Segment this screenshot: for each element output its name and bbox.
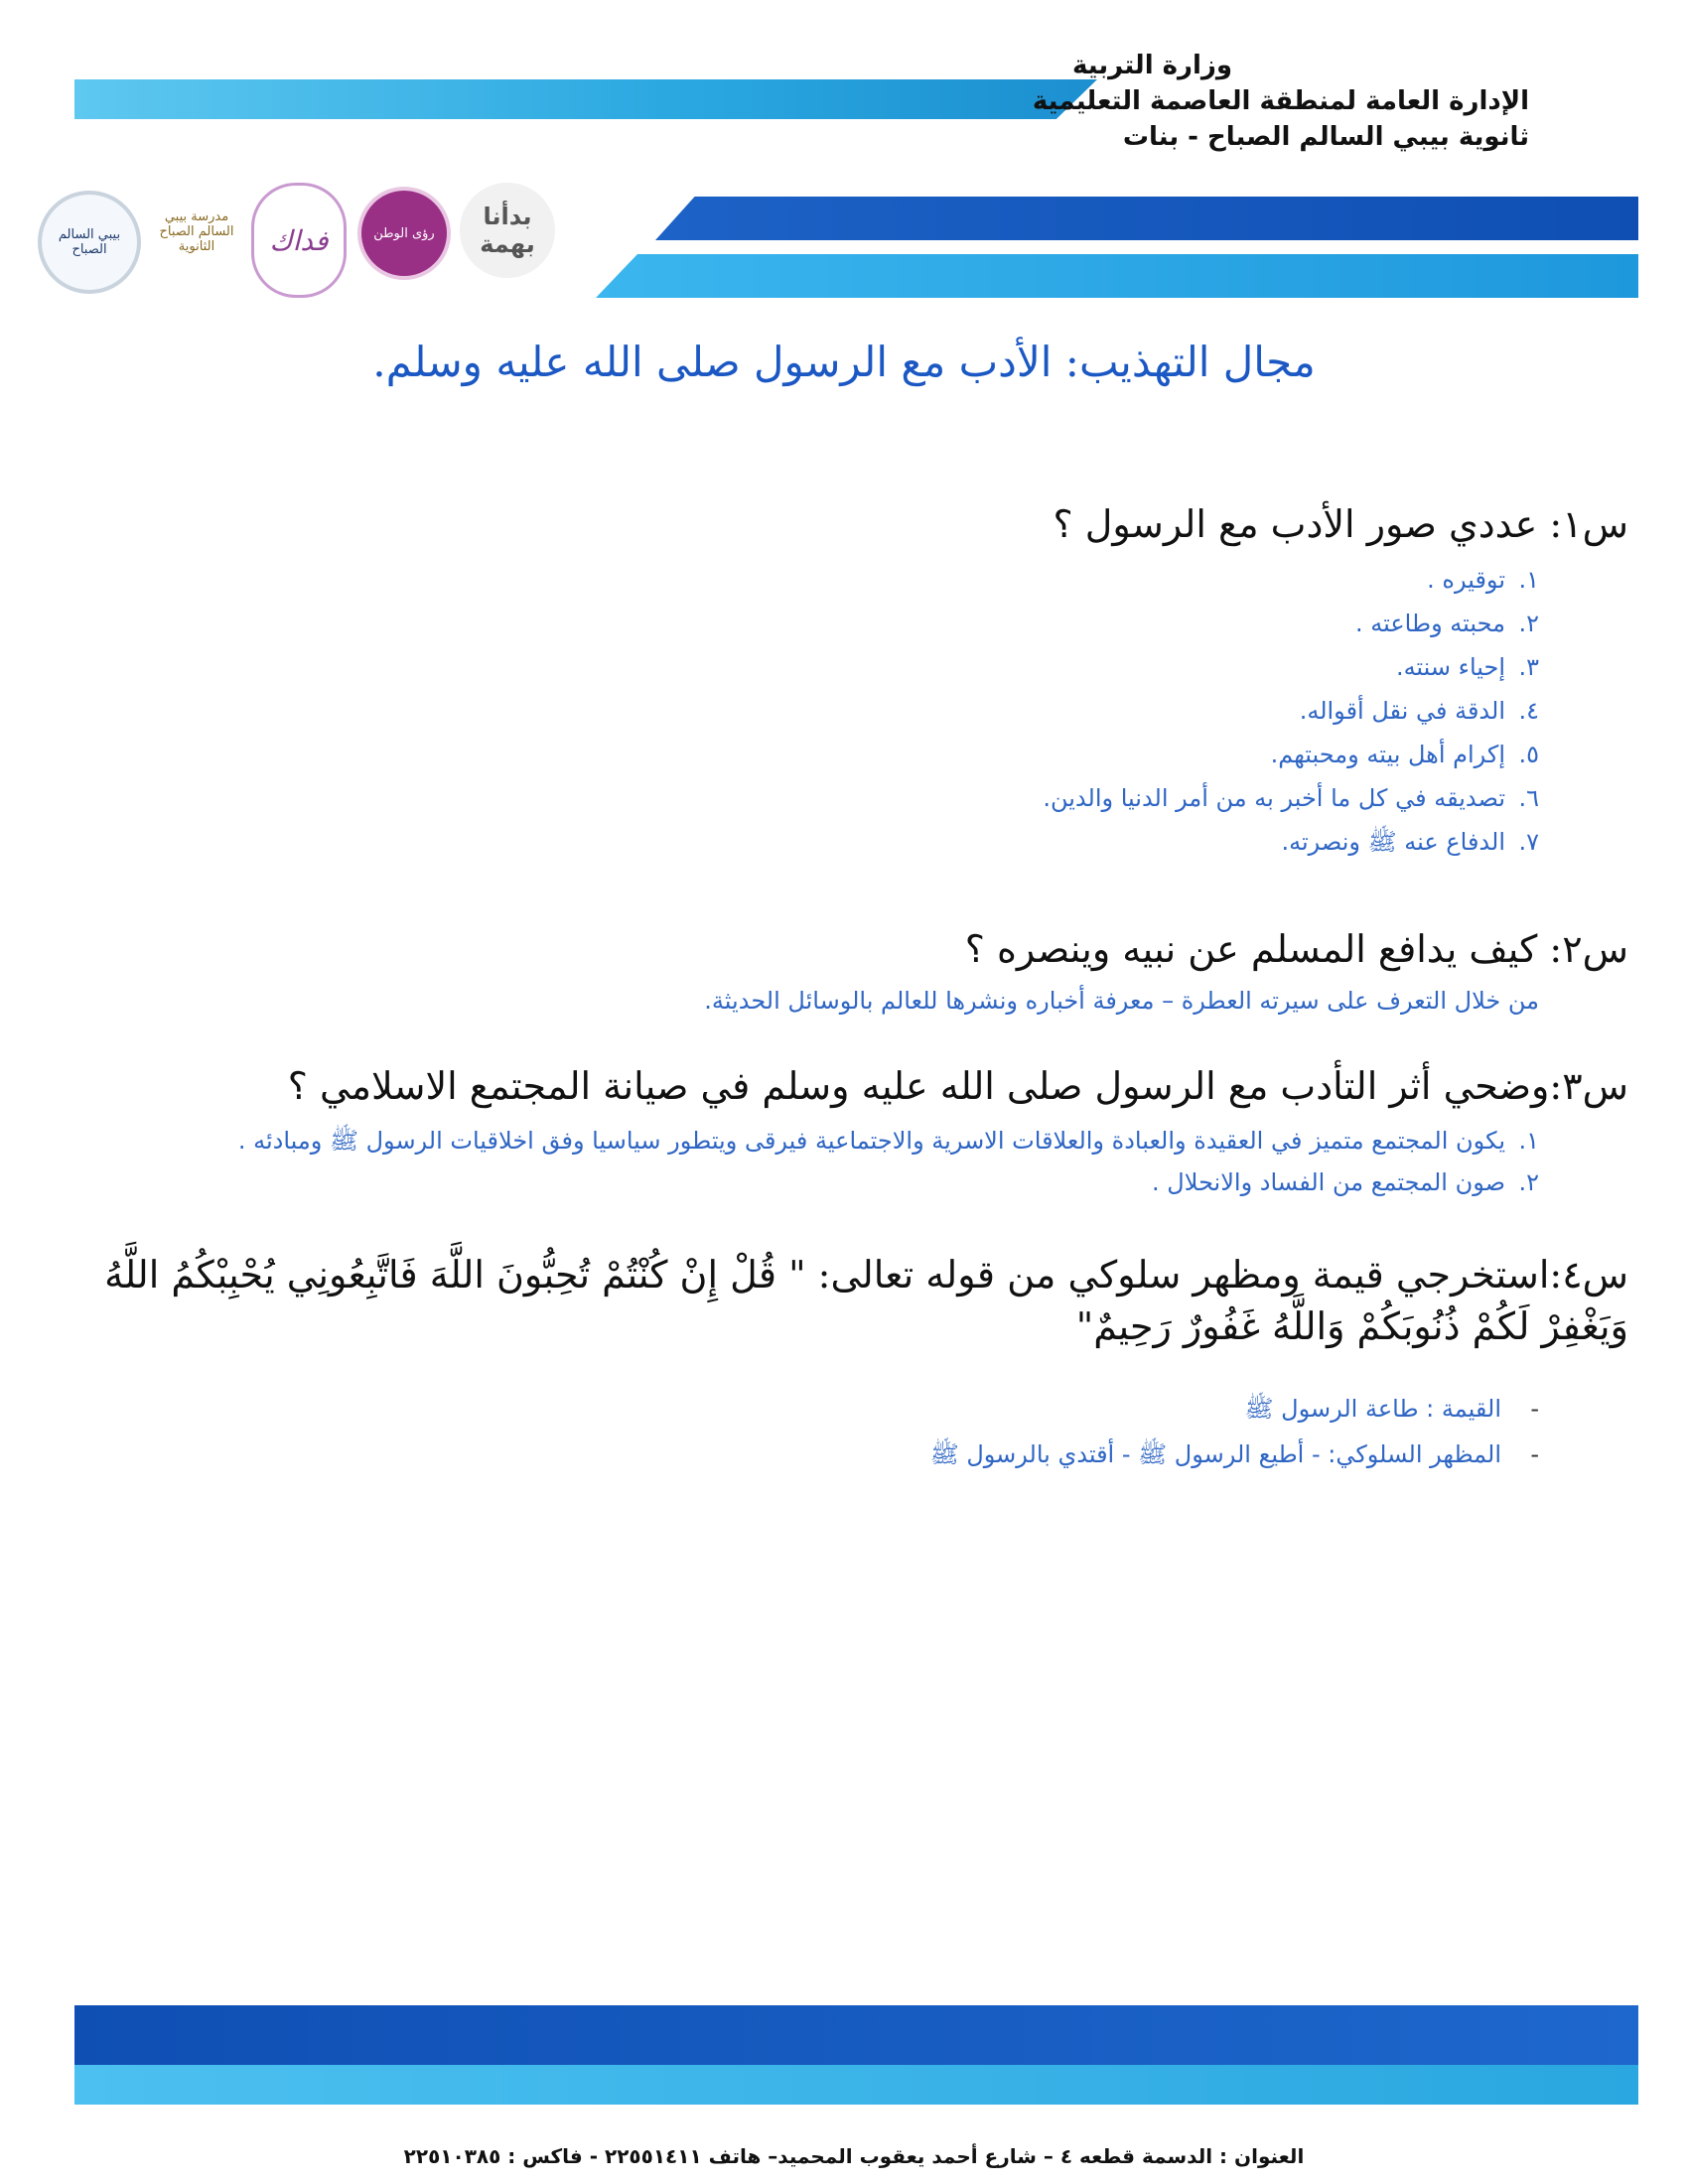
list-item: ١.يكون المجتمع متميز في العقيدة والعبادة والعلاقات الاسرية والاجتماعية فيرقى ويتطور سياسيا وفق اخلاقيات الرسول ﷺ ومبادئه . [237, 1127, 1539, 1155]
school-name: ثانوية بيبي السالم الصباح - بنات [1122, 122, 1529, 152]
directorate-name: الإدارة العامة لمنطقة العاصمة التعليمية [1032, 86, 1529, 116]
logos-row [38, 177, 574, 296]
answer-2: من خلال التعرف على سيرته العطرة – معرفة أخباره ونشرها للعالم بالوسائل الحديثة. [704, 987, 1539, 1015]
list-item: ٣.إحياء سنته. [1395, 653, 1539, 681]
question-1: س١: عددي صور الأدب مع الرسول ؟ [1053, 502, 1628, 546]
list-item: ٥.إكرام أهل بيته ومحبتهم. [1270, 741, 1539, 768]
list-item: ٢.صون المجتمع من الفساد والانحلال . [1152, 1168, 1539, 1196]
footer-band-dark [74, 2005, 1638, 2065]
faith-logo: مدرسة بيبي السالم الصباح الثانوية [152, 177, 241, 286]
header-band-light-2 [596, 254, 1638, 298]
page-title: مجال التهذيب: الأدب مع الرسول صلى الله عليه وسلم. [372, 338, 1316, 386]
footer-address: العنوان : الدسمة قطعه ٤ – شارع أحمد يعقوب المحميد– هاتف ٢٢٥٥١٤١١ - فاكس : ٢٢٥١٠٣٨٥ [403, 2144, 1305, 2168]
footer-band-light [74, 2065, 1638, 2105]
school-logo: بيبي السالم الصباح [38, 191, 141, 294]
ministry-name: وزارة التربية [1072, 51, 1233, 80]
answer-list-1 [60, 558, 1628, 864]
list-item: ٤.الدقة في نقل أقواله. [1299, 697, 1539, 725]
mission-logo: رؤى الوطن [357, 187, 451, 280]
ministry-header [914, 48, 1529, 155]
worksheet-content [60, 496, 1628, 1477]
question-3: س٣:وضحي أثر التأدب مع الرسول صلى الله عليه وسلم في صيانة المجتمع الاسلامي ؟ [287, 1064, 1628, 1108]
question-4: س٤:استخرجي قيمة ومظهر سلوكي من قوله تعالى: " قُلْ إِنْ كُنْتُمْ تُحِبُّونَ اللَّهَ فَاتَّبِعُونِي يُحْبِبْكُمُ اللَّهُ وَيَغْفِرْ لَكُمْ ذُنُوبَكُمْ وَاللَّهُ غَفُورٌ رَحِيمٌ" [104, 1253, 1628, 1348]
question-2: س٢: كيف يدافع المسلم عن نبيه وينصره ؟ [964, 927, 1628, 971]
fidak-logo: فداك [251, 183, 347, 298]
list-item: -المظهر السلوكي: - أطيع الرسول ﷺ - أقتدي بالرسول ﷺ [929, 1440, 1539, 1468]
list-item: -القيمة : طاعة الرسول ﷺ [1244, 1395, 1539, 1423]
list-item: ٢.محبته وطاعته . [1354, 610, 1539, 637]
bidayatuna-logo: بدأنا بهمة [460, 183, 555, 278]
list-item: ١.توقيره . [1427, 566, 1539, 594]
list-item: ٧.الدفاع عنه ﷺ ونصرته. [1281, 828, 1539, 856]
answer-list-3 [60, 1120, 1628, 1203]
list-item: ٦.تصديقه في كل ما أخبر به من أمر الدنيا والدين. [1043, 784, 1539, 812]
header-band-dark [655, 197, 1638, 240]
answer-list-4 [60, 1386, 1628, 1477]
